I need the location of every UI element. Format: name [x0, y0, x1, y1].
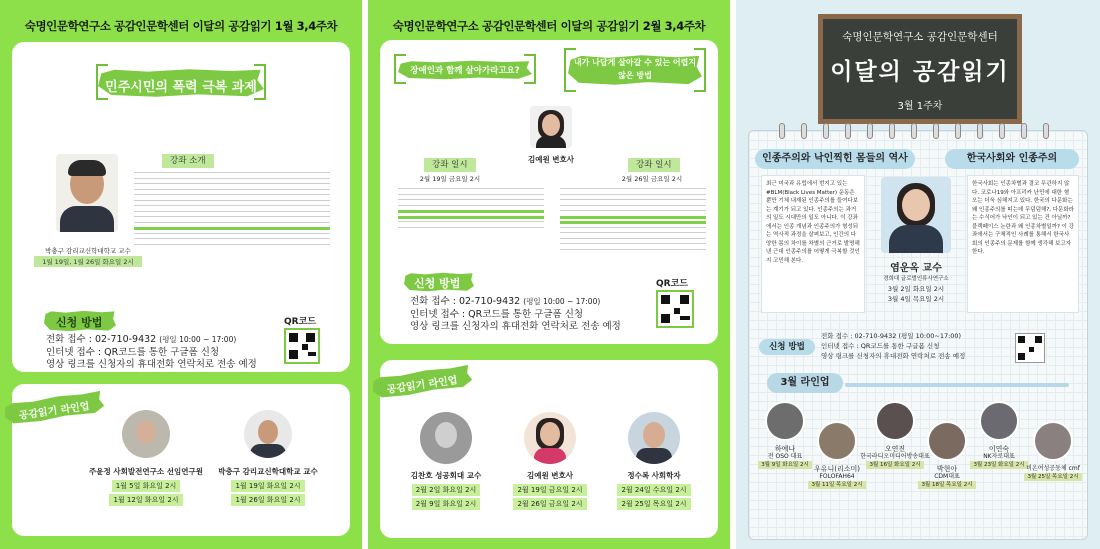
video-text: 영상 링크를 신청자의 휴대전화 연락처로 전송 예정 — [410, 321, 621, 332]
lineup-title: 3월 라인업 — [767, 373, 843, 393]
speaker-caption: 박충구 감리교신학대학교 교수 — [45, 247, 131, 255]
qr-label: QR코드 — [656, 279, 688, 289]
lineup-title: 공감읽기 라인업 — [386, 375, 459, 396]
lineup-photo-1 — [765, 401, 805, 441]
apply-title: 신청 방법 — [414, 277, 461, 290]
lineup-photo-4 — [927, 421, 967, 461]
lineup-photo-2 — [817, 421, 857, 461]
chalkboard — [818, 14, 1022, 124]
lineup-photo-3 — [628, 412, 680, 464]
video-text: 영상 링크를 신청자의 휴대전화 연락처로 전송 예정 — [46, 359, 257, 370]
right-date: 2월 26일 금요일 2시 — [621, 175, 683, 183]
qr-code[interactable] — [656, 290, 694, 328]
lineup-dates-1: 1월 5일 화요일 2시 1월 12일 화요일 2시 — [86, 478, 206, 506]
lineup-name-1: 주윤정 사회발전연구소 선임연구원 — [89, 467, 203, 476]
poster2-header: 숙명인문학연구소 공감인문학센터 이달의 공감읽기 2월 3,4주차 — [392, 19, 706, 33]
speaker-name: 김예원 변호사 — [527, 155, 575, 164]
intro-text-lines — [134, 172, 330, 249]
qr-code[interactable] — [1015, 333, 1045, 363]
phone-text: 전화 접수 : 02-710-9432 — [46, 334, 157, 345]
phone-hours: (평일 10:00 ~ 17:00) — [159, 335, 237, 344]
poster-february — [368, 0, 730, 549]
lineup-photo-6 — [1033, 421, 1073, 461]
speaker-affil: 경희대 글로벌인류사연구소 — [883, 276, 949, 282]
lineup-name-2: 박충구 감리교신학대학교 교수 — [218, 467, 318, 476]
lineup-dates-1: 2월 2일 화요일 2시 2월 9일 화요일 2시 — [386, 482, 506, 510]
apply-title: 신청 방법 — [56, 316, 103, 329]
lineup-entry-1: 하예나 전 OSO 대표 3월 9일 화요일 2시 — [750, 445, 820, 469]
internet-text: 인터넷 접수 : QR코드를 통한 구글폼 신청 — [46, 346, 220, 358]
lineup-dates-2: 1월 19일 화요일 2시 1월 26일 화요일 2시 — [208, 478, 328, 506]
poster2-lineup-card — [380, 360, 718, 538]
lineup-entry-6: 비온여성공동체 cmf 3월 25일 목요일 2시 — [1026, 465, 1080, 480]
qr-label: QR코드 — [284, 317, 316, 327]
intro-label: 강좌 소개 — [162, 154, 214, 168]
left-text-lines — [398, 188, 544, 232]
topic-left: 인종주의와 낙인찍힌 몸들의 역사 — [755, 149, 915, 169]
qr-code[interactable] — [284, 328, 320, 364]
notebook — [748, 130, 1088, 540]
lineup-dates-2: 2월 19일 금요일 2시 2월 26일 금요일 2시 — [490, 482, 610, 510]
poster1-main-card — [12, 42, 350, 372]
right-text-lines — [560, 188, 706, 254]
board-line2: 이달의 공감읽기 — [830, 59, 1010, 85]
lineup-photo-3 — [875, 401, 915, 441]
poster1-header: 숙명인문학연구소 공감인문학센터 이달의 공감읽기 1월 3,4주차 — [24, 19, 338, 33]
speaker-photo — [530, 106, 572, 148]
lineup-photo-1 — [420, 412, 472, 464]
lineup-name-2: 김예원 변호사 — [526, 471, 574, 480]
right-label: 강좌 일시 — [628, 158, 680, 172]
apply-info — [410, 296, 640, 334]
board-line1: 숙명인문학연구소 공감인문학센터 — [842, 31, 998, 43]
lineup-entry-5: 이연숙 NK자로대표 3월 23일 화요일 2시 — [964, 445, 1034, 469]
topic-right: 한국사회와 인종주의 — [945, 149, 1079, 169]
lineup-title: 공감읽기 라인업 — [18, 401, 91, 422]
phone-hours: (평일 10:00 ~ 17:00) — [523, 297, 601, 306]
left-description: 최근 미국과 유럽에서 번지고 있는 #BLM(Black Lives Matter) 운동은 뿐만 기체 내재된 인종주의를 들여다보는 계기가 되고 있다. 인종주의는 과거의 일도 시대만의 일도 아니다. 이 강좌에서는 인종 개념과 인종주의가 형성되는 역사적 과정을 살펴보고, 인간의 다양한 몸의 차이를 차별의 근거로 발명해낸 근대 인종주의를 어떻게 극복할 것인지 고민해 본다. — [761, 175, 865, 313]
lineup-photo-2 — [524, 412, 576, 464]
apply-info — [46, 334, 286, 372]
phone-text: 전화 접수 : 02-710-9432 — [410, 296, 521, 307]
lineup-entry-3: 오연진 한국라디오미디어방송대표 3월 16일 화요일 2시 — [860, 445, 930, 468]
lineup-entry-2: 우유니(리소미) FOLOFAH64 3월 11일 목요일 2시 — [802, 465, 872, 489]
internet-text: 인터넷 접수 : QR코드를 통한 구글폼 신청 — [410, 308, 584, 320]
lineup-name-3: 정수복 사회학자 — [627, 471, 681, 480]
poster2-main-card — [380, 40, 718, 344]
lineup-rule — [845, 383, 1069, 387]
speaker-photo — [56, 154, 118, 232]
lineup-name-1: 김찬호 성공회대 교수 — [410, 471, 482, 480]
poster1-lineup-card — [12, 384, 350, 536]
lineup-entry-4: 박현아 CDM대표 3월 18일 목요일 2시 — [912, 465, 982, 489]
poster-march — [736, 0, 1100, 549]
poster-january — [0, 0, 362, 549]
board-line3: 3월 1주차 — [897, 101, 943, 112]
lineup-dates-3: 2월 24일 수요일 2시 2월 25일 목요일 2시 — [594, 482, 714, 510]
poster1-title: 민주시민의 폭력 극복 과제 — [105, 80, 257, 95]
left-date: 2월 19일 금요일 2시 — [419, 175, 481, 183]
speaker-photo — [881, 177, 951, 253]
apply-info: 전화 접수 : 02-710-9432 (평일 10:00~17:00) 인터넷 접수 : QR코드를 통한 구글폼 신청 영상 링크를 신청자의 휴대전화 연락처로 전송 예정 — [821, 332, 966, 360]
left-label: 강좌 일시 — [424, 158, 476, 172]
lineup-photo-1 — [122, 410, 170, 458]
right-description: 한국사회는 인종차별과 결코 무관하지 않다. 코로나19와 아프리카 난민에 대한 혐오는 더욱 심해지고 있다. 한국의 다문화는 왜 인종주의를 띠는데 무덤덤해?, 다문화라는 수식어가 낙인이 되고 있는 건 아닐까? 블랙페이스 논란과 왜 인종차별일까? 이 강좌에서는 구체적인 사례를 통해서 한국사회의 인종주의 문제를 함께 생각해 보고자 한다. — [967, 175, 1079, 313]
speaker-dates: 1월 19일, 1월 26일 화요일 2시 — [34, 256, 142, 267]
lineup-photo-5 — [979, 401, 1019, 441]
topic-right: 내가 나답게 살아갈 수 있는 어렵지 않은 방법 — [573, 58, 697, 80]
apply-title: 신청 방법 — [759, 339, 815, 355]
topic-left: 장애인과 함께 살아가라고요? — [410, 66, 520, 76]
lineup-photo-2 — [244, 410, 292, 458]
speaker-name: 염운옥 교수 — [890, 263, 942, 274]
speaker-dates: 3월 2일 화요일 2시 3월 4일 목요일 2시 — [887, 285, 945, 303]
